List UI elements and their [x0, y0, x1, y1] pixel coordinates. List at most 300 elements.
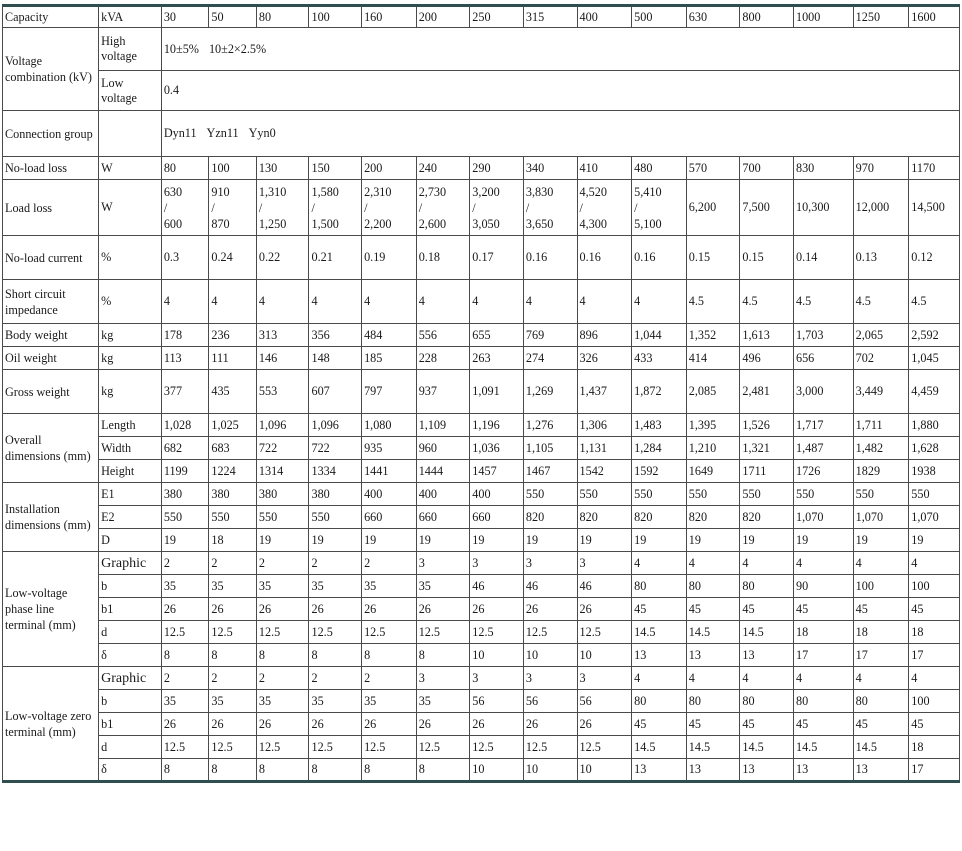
overall-dimensions-value: 1,025 [209, 414, 257, 437]
no-load-current-value: 0.24 [209, 236, 257, 280]
zero-terminal-value: 12.5 [209, 736, 257, 759]
phase-terminal-value: 8 [416, 644, 470, 667]
zero-terminal-value: 14.5 [632, 736, 687, 759]
voltage-combination-label: Voltage combination (kV) [3, 28, 99, 111]
zero-terminal-value: 14.5 [793, 736, 853, 759]
zero-terminal-value: 56 [523, 690, 577, 713]
overall-dimensions-value: 1467 [523, 460, 577, 483]
spec-table [2, 4, 960, 783]
no-load-loss-label: No-load loss [3, 157, 99, 180]
installation-dimensions-label: Installation dimensions (mm) [3, 483, 99, 552]
installation-dimensions-value: 18 [209, 529, 257, 552]
overall-dimensions-value: 1,306 [577, 414, 632, 437]
phase-terminal-value: 18 [853, 621, 909, 644]
no-load-current-value: 0.19 [362, 236, 417, 280]
short-circuit-impedance-row [3, 280, 960, 324]
zero-terminal-value: 56 [470, 690, 524, 713]
connection-unit [99, 111, 162, 157]
short-circuit-impedance-value: 4 [209, 280, 257, 324]
zero-terminal-value: 35 [209, 690, 257, 713]
zero-terminal-value: 8 [309, 759, 362, 782]
gross-weight-value: 937 [416, 370, 470, 414]
overall-dimensions-row [3, 460, 960, 483]
phase-terminal-row [3, 575, 960, 598]
phase-terminal-value: 26 [209, 598, 257, 621]
zero-terminal-value: 4 [740, 667, 794, 690]
phase-terminal-row [3, 598, 960, 621]
phase-terminal-row [3, 644, 960, 667]
oil-weight-value: 228 [416, 347, 470, 370]
phase-terminal-value: 26 [416, 598, 470, 621]
no-load-loss-value: 130 [256, 157, 309, 180]
no-load-current-value: 0.21 [309, 236, 362, 280]
phase-terminal-value: 12.5 [209, 621, 257, 644]
zero-terminal-value: 45 [740, 713, 794, 736]
capacity-value: 1000 [793, 6, 853, 28]
body-weight-value: 2,065 [853, 324, 909, 347]
installation-dimensions-value: 820 [740, 506, 794, 529]
gross-weight-row [3, 370, 960, 414]
phase-terminal-value: 45 [793, 598, 853, 621]
gross-weight-value: 1,437 [577, 370, 632, 414]
zero-terminal-value: 8 [362, 759, 417, 782]
zero-terminal-value: 13 [632, 759, 687, 782]
phase-terminal-value: 3 [577, 552, 632, 575]
load-loss-value: 910 / 870 [209, 180, 257, 236]
installation-dimensions-value: 660 [362, 506, 417, 529]
oil-weight-value: 274 [523, 347, 577, 370]
zero-terminal-value: 35 [161, 690, 209, 713]
connection-group-label: Connection group [3, 111, 99, 157]
load-loss-value: 10,300 [793, 180, 853, 236]
gross-weight-value: 3,449 [853, 370, 909, 414]
zero-terminal-value: 35 [362, 690, 417, 713]
overall-dimensions-value: 1,080 [362, 414, 417, 437]
no-load-current-value: 0.12 [909, 236, 960, 280]
installation-dimensions-value: 19 [740, 529, 794, 552]
zero-terminal-value: 45 [793, 713, 853, 736]
phase-terminal-value: 80 [632, 575, 687, 598]
installation-dimensions-value: 19 [686, 529, 740, 552]
zero-terminal-value: 4 [853, 667, 909, 690]
overall-dimensions-value: 1649 [686, 460, 740, 483]
overall-dimensions-value: 1314 [256, 460, 309, 483]
no-load-loss-value: 80 [161, 157, 209, 180]
installation-dimensions-value: 1,070 [793, 506, 853, 529]
body-weight-value: 1,613 [740, 324, 794, 347]
connection-row [3, 111, 960, 157]
load-loss-value: 2,730 / 2,600 [416, 180, 470, 236]
gross-weight-value: 2,085 [686, 370, 740, 414]
installation-dimensions-value: 820 [632, 506, 687, 529]
phase-terminal-value: 80 [740, 575, 794, 598]
gross-weight-label: Gross weight [3, 370, 99, 414]
body-weight-value: 2,592 [909, 324, 960, 347]
phase-terminal-value: 13 [632, 644, 687, 667]
zero-terminal-value: 80 [686, 690, 740, 713]
overall-dimensions-value: 1592 [632, 460, 687, 483]
phase-terminal-value: 10 [523, 644, 577, 667]
body-weight-value: 1,044 [632, 324, 687, 347]
zero-terminal-value: 35 [416, 690, 470, 713]
overall-dimensions-value: 722 [309, 437, 362, 460]
phase-terminal-sub-label: b [99, 575, 162, 598]
voltage-low-row [3, 71, 960, 111]
no-load-loss-value: 100 [209, 157, 257, 180]
no-load-current-value: 0.22 [256, 236, 309, 280]
overall-dimensions-sub-label: Length [99, 414, 162, 437]
installation-dimensions-value: 660 [416, 506, 470, 529]
phase-terminal-value: 2 [309, 552, 362, 575]
zero-terminal-value: 45 [632, 713, 687, 736]
installation-dimensions-value: 550 [209, 506, 257, 529]
capacity-row [3, 6, 960, 28]
overall-dimensions-value: 1444 [416, 460, 470, 483]
gross-weight-unit: kg [99, 370, 162, 414]
oil-weight-value: 702 [853, 347, 909, 370]
phase-terminal-value: 35 [309, 575, 362, 598]
gross-weight-value: 4,459 [909, 370, 960, 414]
zero-terminal-sub-label: δ [99, 759, 162, 782]
oil-weight-row [3, 347, 960, 370]
zero-terminal-value: 13 [793, 759, 853, 782]
capacity-label: Capacity [3, 6, 99, 28]
oil-weight-unit: kg [99, 347, 162, 370]
overall-dimensions-value: 1,096 [309, 414, 362, 437]
load-loss-value: 1,580 / 1,500 [309, 180, 362, 236]
gross-weight-value: 553 [256, 370, 309, 414]
overall-dimensions-value: 1,628 [909, 437, 960, 460]
phase-terminal-value: 12.5 [577, 621, 632, 644]
phase-terminal-value: 45 [853, 598, 909, 621]
overall-dimensions-value: 1,483 [632, 414, 687, 437]
zero-terminal-value: 12.5 [256, 736, 309, 759]
low-voltage-value: 0.4 [161, 71, 959, 111]
body-weight-value: 769 [523, 324, 577, 347]
no-load-current-value: 0.14 [793, 236, 853, 280]
gross-weight-value: 797 [362, 370, 417, 414]
overall-dimensions-value: 1,880 [909, 414, 960, 437]
zero-terminal-value: 18 [909, 736, 960, 759]
overall-dimensions-value: 1,096 [256, 414, 309, 437]
phase-terminal-row [3, 621, 960, 644]
phase-terminal-value: 14.5 [740, 621, 794, 644]
phase-terminal-value: 100 [909, 575, 960, 598]
zero-terminal-label: Low-voltage zero terminal (mm) [3, 667, 99, 782]
short-circuit-impedance-value: 4.5 [793, 280, 853, 324]
body-weight-value: 484 [362, 324, 417, 347]
capacity-value: 500 [632, 6, 687, 28]
phase-terminal-value: 80 [686, 575, 740, 598]
load-loss-row [3, 180, 960, 236]
gross-weight-value: 3,000 [793, 370, 853, 414]
overall-dimensions-value: 722 [256, 437, 309, 460]
zero-terminal-value: 13 [686, 759, 740, 782]
installation-dimensions-value: 19 [416, 529, 470, 552]
no-load-loss-value: 570 [686, 157, 740, 180]
phase-terminal-value: 18 [793, 621, 853, 644]
overall-dimensions-value: 1,028 [161, 414, 209, 437]
short-circuit-impedance-value: 4 [362, 280, 417, 324]
zero-terminal-sub-label: b [99, 690, 162, 713]
zero-terminal-value: 26 [416, 713, 470, 736]
no-load-current-row [3, 236, 960, 280]
gross-weight-value: 607 [309, 370, 362, 414]
phase-terminal-value: 90 [793, 575, 853, 598]
installation-dimensions-value: 400 [362, 483, 417, 506]
connection-values [161, 111, 959, 157]
overall-dimensions-value: 1441 [362, 460, 417, 483]
zero-terminal-sub-label: b1 [99, 713, 162, 736]
no-load-loss-value: 290 [470, 157, 524, 180]
overall-dimensions-value: 1,321 [740, 437, 794, 460]
zero-terminal-value: 2 [362, 667, 417, 690]
zero-terminal-value: 8 [416, 759, 470, 782]
zero-terminal-value: 4 [909, 667, 960, 690]
zero-terminal-value: 3 [416, 667, 470, 690]
installation-dimensions-value: 550 [632, 483, 687, 506]
zero-terminal-value: 8 [161, 759, 209, 782]
phase-terminal-value: 4 [740, 552, 794, 575]
overall-dimensions-value: 1,526 [740, 414, 794, 437]
phase-terminal-value: 35 [416, 575, 470, 598]
zero-terminal-value: 2 [209, 667, 257, 690]
installation-dimensions-value: 19 [632, 529, 687, 552]
load-loss-label: Load loss [3, 180, 99, 236]
phase-terminal-value: 8 [309, 644, 362, 667]
zero-terminal-value: 26 [577, 713, 632, 736]
phase-terminal-value: 12.5 [256, 621, 309, 644]
overall-dimensions-value: 1,284 [632, 437, 687, 460]
installation-dimensions-value: 550 [256, 506, 309, 529]
oil-weight-value: 148 [309, 347, 362, 370]
short-circuit-impedance-value: 4 [256, 280, 309, 324]
no-load-loss-value: 200 [362, 157, 417, 180]
no-load-loss-value: 410 [577, 157, 632, 180]
phase-terminal-value: 12.5 [523, 621, 577, 644]
phase-terminal-value: 8 [256, 644, 309, 667]
short-circuit-impedance-value: 4.5 [853, 280, 909, 324]
oil-weight-value: 656 [793, 347, 853, 370]
oil-weight-value: 111 [209, 347, 257, 370]
overall-dimensions-value: 1,210 [686, 437, 740, 460]
load-loss-value: 3,830 / 3,650 [523, 180, 577, 236]
phase-terminal-value: 4 [686, 552, 740, 575]
body-weight-unit: kg [99, 324, 162, 347]
phase-terminal-value: 35 [161, 575, 209, 598]
installation-dimensions-value: 19 [309, 529, 362, 552]
no-load-loss-value: 700 [740, 157, 794, 180]
short-circuit-impedance-value: 4.5 [909, 280, 960, 324]
zero-terminal-value: 45 [853, 713, 909, 736]
overall-dimensions-value: 1224 [209, 460, 257, 483]
installation-dimensions-value: 820 [577, 506, 632, 529]
phase-terminal-sub-label: Graphic [99, 552, 162, 575]
body-weight-value: 896 [577, 324, 632, 347]
gross-weight-value: 1,872 [632, 370, 687, 414]
phase-terminal-value: 8 [362, 644, 417, 667]
zero-terminal-value: 2 [309, 667, 362, 690]
short-circuit-impedance-value: 4.5 [740, 280, 794, 324]
overall-dimensions-value: 1,276 [523, 414, 577, 437]
phase-terminal-value: 4 [632, 552, 687, 575]
phase-terminal-value: 17 [853, 644, 909, 667]
phase-terminal-value: 14.5 [686, 621, 740, 644]
phase-terminal-value: 14.5 [632, 621, 687, 644]
load-loss-value: 14,500 [909, 180, 960, 236]
installation-dimensions-sub-label: D [99, 529, 162, 552]
installation-dimensions-value: 19 [909, 529, 960, 552]
zero-terminal-value: 10 [470, 759, 524, 782]
high-voltage-value-2: 10±2×2.5% [208, 41, 267, 56]
no-load-loss-value: 1170 [909, 157, 960, 180]
body-weight-value: 1,703 [793, 324, 853, 347]
no-load-current-value: 0.17 [470, 236, 524, 280]
phase-terminal-value: 13 [686, 644, 740, 667]
oil-weight-value: 263 [470, 347, 524, 370]
load-loss-value: 4,520 / 4,300 [577, 180, 632, 236]
phase-terminal-value: 10 [470, 644, 524, 667]
gross-weight-value: 435 [209, 370, 257, 414]
body-weight-value: 313 [256, 324, 309, 347]
zero-terminal-value: 3 [523, 667, 577, 690]
installation-dimensions-value: 820 [523, 506, 577, 529]
phase-terminal-value: 26 [161, 598, 209, 621]
installation-dimensions-value: 400 [416, 483, 470, 506]
overall-dimensions-value: 1,105 [523, 437, 577, 460]
phase-terminal-value: 12.5 [161, 621, 209, 644]
phase-terminal-value: 2 [161, 552, 209, 575]
phase-terminal-value: 12.5 [416, 621, 470, 644]
phase-terminal-value: 17 [909, 644, 960, 667]
installation-dimensions-value: 550 [309, 506, 362, 529]
load-loss-value: 630 / 600 [161, 180, 209, 236]
overall-dimensions-value: 1,109 [416, 414, 470, 437]
overall-dimensions-value: 682 [161, 437, 209, 460]
short-circuit-impedance-value: 4 [416, 280, 470, 324]
phase-terminal-value: 46 [577, 575, 632, 598]
high-voltage-label: High voltage [99, 28, 162, 71]
phase-terminal-value: 45 [632, 598, 687, 621]
capacity-value: 200 [416, 6, 470, 28]
short-circuit-impedance-value: 4.5 [686, 280, 740, 324]
phase-terminal-value: 12.5 [309, 621, 362, 644]
voltage-high-row [3, 28, 960, 71]
oil-weight-value: 414 [686, 347, 740, 370]
zero-terminal-value: 12.5 [161, 736, 209, 759]
phase-terminal-value: 13 [740, 644, 794, 667]
zero-terminal-value: 12.5 [416, 736, 470, 759]
phase-terminal-value: 4 [909, 552, 960, 575]
zero-terminal-value: 12.5 [577, 736, 632, 759]
oil-weight-value: 185 [362, 347, 417, 370]
overall-dimensions-value: 1334 [309, 460, 362, 483]
zero-terminal-value: 26 [256, 713, 309, 736]
short-circuit-impedance-value: 4 [161, 280, 209, 324]
phase-terminal-value: 4 [853, 552, 909, 575]
phase-terminal-value: 17 [793, 644, 853, 667]
short-circuit-impedance-value: 4 [632, 280, 687, 324]
zero-terminal-value: 26 [523, 713, 577, 736]
zero-terminal-value: 80 [740, 690, 794, 713]
phase-terminal-value: 10 [577, 644, 632, 667]
overall-dimensions-value: 1,717 [793, 414, 853, 437]
body-weight-value: 1,352 [686, 324, 740, 347]
overall-dimensions-row [3, 437, 960, 460]
zero-terminal-value: 26 [161, 713, 209, 736]
installation-dimensions-value: 820 [686, 506, 740, 529]
overall-dimensions-value: 1711 [740, 460, 794, 483]
overall-dimensions-value: 960 [416, 437, 470, 460]
phase-terminal-value: 26 [256, 598, 309, 621]
oil-weight-value: 1,045 [909, 347, 960, 370]
oil-weight-value: 146 [256, 347, 309, 370]
installation-dimensions-value: 19 [853, 529, 909, 552]
zero-terminal-value: 13 [740, 759, 794, 782]
capacity-unit: kVA [99, 6, 162, 28]
phase-terminal-value: 45 [686, 598, 740, 621]
phase-terminal-value: 100 [853, 575, 909, 598]
high-voltage-value [161, 28, 959, 71]
zero-terminal-value: 2 [161, 667, 209, 690]
zero-terminal-row [3, 759, 960, 782]
no-load-current-value: 0.15 [740, 236, 794, 280]
zero-terminal-row [3, 690, 960, 713]
no-load-loss-value: 480 [632, 157, 687, 180]
overall-dimensions-value: 1,487 [793, 437, 853, 460]
zero-terminal-value: 8 [256, 759, 309, 782]
capacity-value: 630 [686, 6, 740, 28]
zero-terminal-value: 80 [632, 690, 687, 713]
phase-terminal-sub-label: δ [99, 644, 162, 667]
phase-terminal-value: 26 [362, 598, 417, 621]
installation-dimensions-value: 19 [470, 529, 524, 552]
no-load-current-label: No-load current [3, 236, 99, 280]
load-loss-value: 3,200 / 3,050 [470, 180, 524, 236]
oil-weight-label: Oil weight [3, 347, 99, 370]
installation-dimensions-value: 19 [256, 529, 309, 552]
gross-weight-value: 377 [161, 370, 209, 414]
capacity-value: 400 [577, 6, 632, 28]
short-circuit-impedance-label: Short circuit impedance [3, 280, 99, 324]
zero-terminal-value: 80 [853, 690, 909, 713]
no-load-current-value: 0.16 [632, 236, 687, 280]
body-weight-row [3, 324, 960, 347]
oil-weight-value: 113 [161, 347, 209, 370]
zero-terminal-row [3, 736, 960, 759]
zero-terminal-value: 4 [793, 667, 853, 690]
body-weight-value: 356 [309, 324, 362, 347]
installation-dimensions-value: 19 [793, 529, 853, 552]
zero-terminal-row [3, 667, 960, 690]
capacity-value: 100 [309, 6, 362, 28]
zero-terminal-value: 14.5 [853, 736, 909, 759]
capacity-value: 250 [470, 6, 524, 28]
overall-dimensions-value: 1,131 [577, 437, 632, 460]
phase-terminal-value: 12.5 [470, 621, 524, 644]
overall-dimensions-value: 1,196 [470, 414, 524, 437]
phase-terminal-value: 35 [362, 575, 417, 598]
phase-terminal-value: 2 [209, 552, 257, 575]
low-voltage-label: Low voltage [99, 71, 162, 111]
capacity-value: 50 [209, 6, 257, 28]
body-weight-label: Body weight [3, 324, 99, 347]
zero-terminal-value: 3 [577, 667, 632, 690]
phase-terminal-value: 12.5 [362, 621, 417, 644]
zero-terminal-value: 13 [853, 759, 909, 782]
phase-terminal-sub-label: b1 [99, 598, 162, 621]
phase-terminal-sub-label: d [99, 621, 162, 644]
